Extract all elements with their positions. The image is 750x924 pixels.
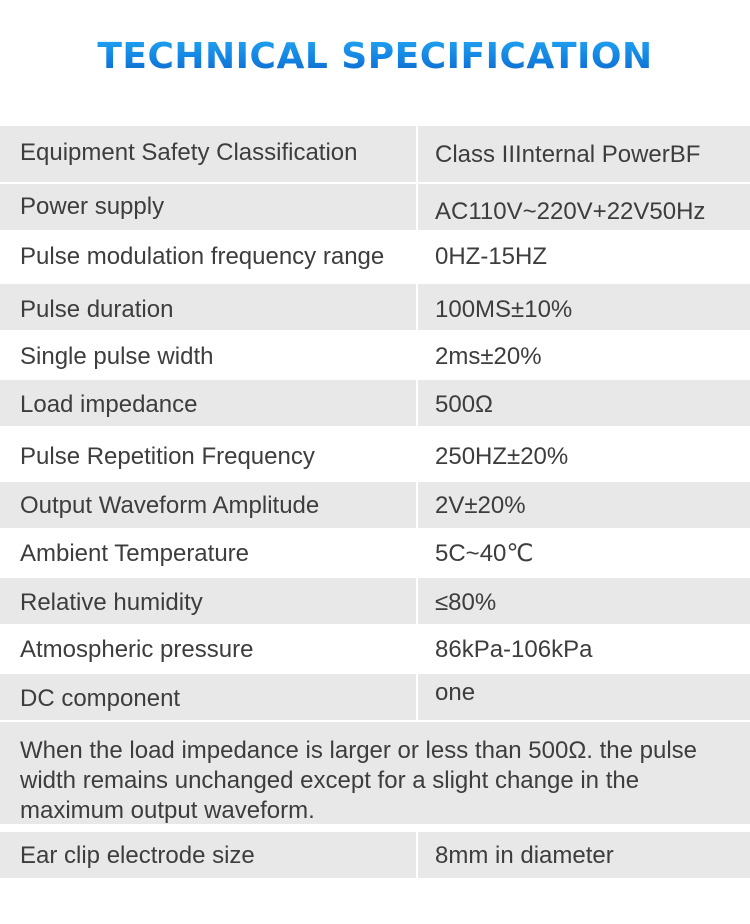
spec-value: 2ms±20%	[416, 330, 750, 380]
spec-label: Pulse duration	[20, 296, 174, 323]
spec-value: 250HZ±20%	[416, 426, 750, 482]
spec-value: 100MS±10%	[416, 284, 750, 330]
spec-label: Equipment Safety Classification	[20, 139, 358, 166]
table-row	[0, 482, 750, 528]
spec-label: Relative humidity	[20, 589, 203, 616]
table-row	[0, 528, 750, 578]
table-row	[0, 674, 750, 720]
table-row	[0, 184, 750, 230]
page-title: TECHNICAL SPECIFICATION	[0, 36, 750, 77]
table-row	[0, 380, 750, 426]
spec-value: 8mm in diameter	[416, 832, 750, 878]
spec-label: Ear clip electrode size	[20, 842, 255, 869]
impedance-note: When the load impedance is larger or less than 500Ω. the pulse width remains unchanged except for a slight change in the maximum output waveform.	[20, 737, 698, 824]
spec-value: 0HZ-15HZ	[416, 230, 750, 284]
spec-value: AC110V~220V+22V50Hz	[416, 184, 750, 230]
spec-label: DC component	[20, 685, 181, 712]
spec-value: 5C~40℃	[416, 528, 750, 578]
spec-label: Ambient Temperature	[20, 540, 250, 567]
table-row	[0, 330, 750, 380]
spec-value: 86kPa-106kPa	[416, 624, 750, 674]
table-row	[0, 284, 750, 330]
spec-value: 500Ω	[416, 380, 750, 426]
spec-label: Pulse Repetition Frequency	[20, 443, 315, 470]
spec-label: Atmospheric pressure	[20, 636, 254, 663]
spec-label: Output Waveform Amplitude	[20, 492, 320, 519]
spec-value: one	[416, 674, 750, 720]
table-row	[0, 624, 750, 674]
spec-value: Class IIInternal PowerBF	[416, 126, 750, 182]
spec-label: Power supply	[20, 193, 165, 220]
spec-label: Pulse modulation frequency range	[20, 243, 385, 270]
spec-label: Single pulse width	[20, 343, 214, 370]
table-row	[0, 578, 750, 624]
note-row	[0, 722, 750, 824]
table-row	[0, 230, 750, 284]
table-row	[0, 126, 750, 182]
spec-table	[0, 126, 750, 878]
table-row	[0, 426, 750, 482]
table-row	[0, 832, 750, 878]
spec-value: 2V±20%	[416, 482, 750, 528]
spec-value: ≤80%	[416, 578, 750, 624]
spec-label: Load impedance	[20, 391, 198, 418]
